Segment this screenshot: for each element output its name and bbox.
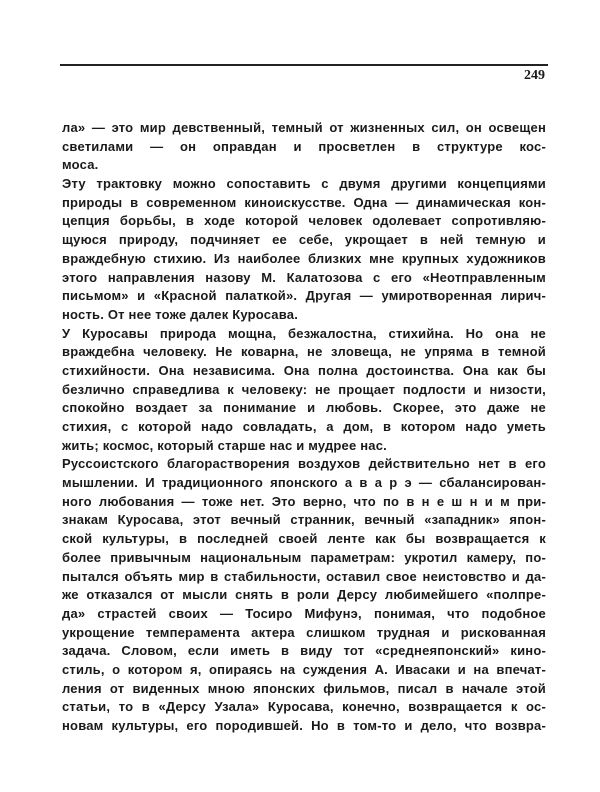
text-line: ской культуры, в последней своей ленте как бы возвращается к <box>62 531 546 547</box>
text-line: спокойно воздает за понимание и любовь. Скорее, это даже не <box>62 400 546 416</box>
text-line: цепция борьбы, в ходе которой человек одолевает сопротивляю- <box>62 213 546 229</box>
text-line: Руссоистского благорастворения воздухов действительно нет в его <box>62 456 546 472</box>
text-line: да» страстей своих — Тосиро Мифунэ, понимая, что подобное <box>62 605 546 621</box>
text-line: враждебна человеку. Не коварна, не зловеща, не упряма в темной <box>62 344 546 360</box>
text-line: новам культуры, его породившей. Но в том-то и дело, что возвра- <box>62 718 546 733</box>
paragraph <box>62 455 546 735</box>
text-line: этого направления назову М. Калатозова с его «Неотправленным <box>62 269 546 285</box>
text-line: стихийности. Она независима. Она полна достоинства. Она как бы <box>62 362 546 378</box>
page-number: 249 <box>524 68 545 83</box>
text-line: более привычным национальным параметрам: укротил камеру, по- <box>62 549 546 565</box>
text-line: щуюся природу, подчиняет ее себе, укрощает в ней темную и <box>62 232 546 248</box>
text-line: светилами — он оправдан и просветлен в структуре кос- <box>62 138 546 154</box>
text-line: стиль, о котором я, опираясь на суждения А. Ивасаки и на впечат- <box>62 661 546 677</box>
text-line: природы в современном киноискусстве. Одна — динамическая кон- <box>62 194 546 210</box>
page-body-text <box>62 119 546 736</box>
text-line: задача. Словом, если иметь в виду тот «среднеяпонский» кино- <box>62 643 546 659</box>
paragraph <box>62 119 546 175</box>
header-rule <box>60 64 548 66</box>
text-line: мышлении. И традиционного японского а в а р э — сбалансирован- <box>62 475 546 491</box>
text-line: жить; космос, который старше нас и мудрее нас. <box>62 437 387 453</box>
text-line: враждебную стихию. Из наиболее близких мне крупных художников <box>62 250 546 266</box>
text-line: стихия, с которой надо совладать, а дом, в котором надо уметь <box>62 419 546 434</box>
text-line: статьи, то в «Дерсу Узала» Куросава, конечно, возвращается к ос- <box>62 699 546 715</box>
text-line: знакам Куросава, этот вечный странник, вечный «западник» япон- <box>62 512 546 528</box>
text-line: ления от виденных мною японских фильмов, писал в начале этой <box>62 680 546 696</box>
text-line: Эту трактовку можно сопоставить с двумя другими концепциями <box>62 176 546 192</box>
text-line: ного любования — тоже нет. Это верно, что по в н е ш н и м при- <box>62 493 546 509</box>
text-line: пытался объять мир в стабильности, оставил свое неистовство и да- <box>62 568 546 584</box>
text-line: У Куросавы природа мощна, безжалостна, стихийна. Но она не <box>62 325 546 341</box>
text-line: ность. От нее тоже далек Куросава. <box>62 306 299 322</box>
text-line: укрощение темперамента актера слишком трудная и рискованная <box>62 624 546 640</box>
text-line: же отказался от мысли снять в роли Дерсу любимейшего «полпре- <box>62 587 546 603</box>
text-line: ла» — это мир девственный, темный от жизненных сил, он освещен <box>62 120 546 135</box>
paragraph <box>62 175 546 325</box>
text-line: моса. <box>62 157 99 173</box>
paragraph <box>62 325 546 456</box>
text-line: безлично справедлива к человеку: не прощает подлости и низости, <box>62 381 546 397</box>
text-line: письмом» и «Красной палаткой». Другая — умиротворенная лирич- <box>62 288 546 304</box>
